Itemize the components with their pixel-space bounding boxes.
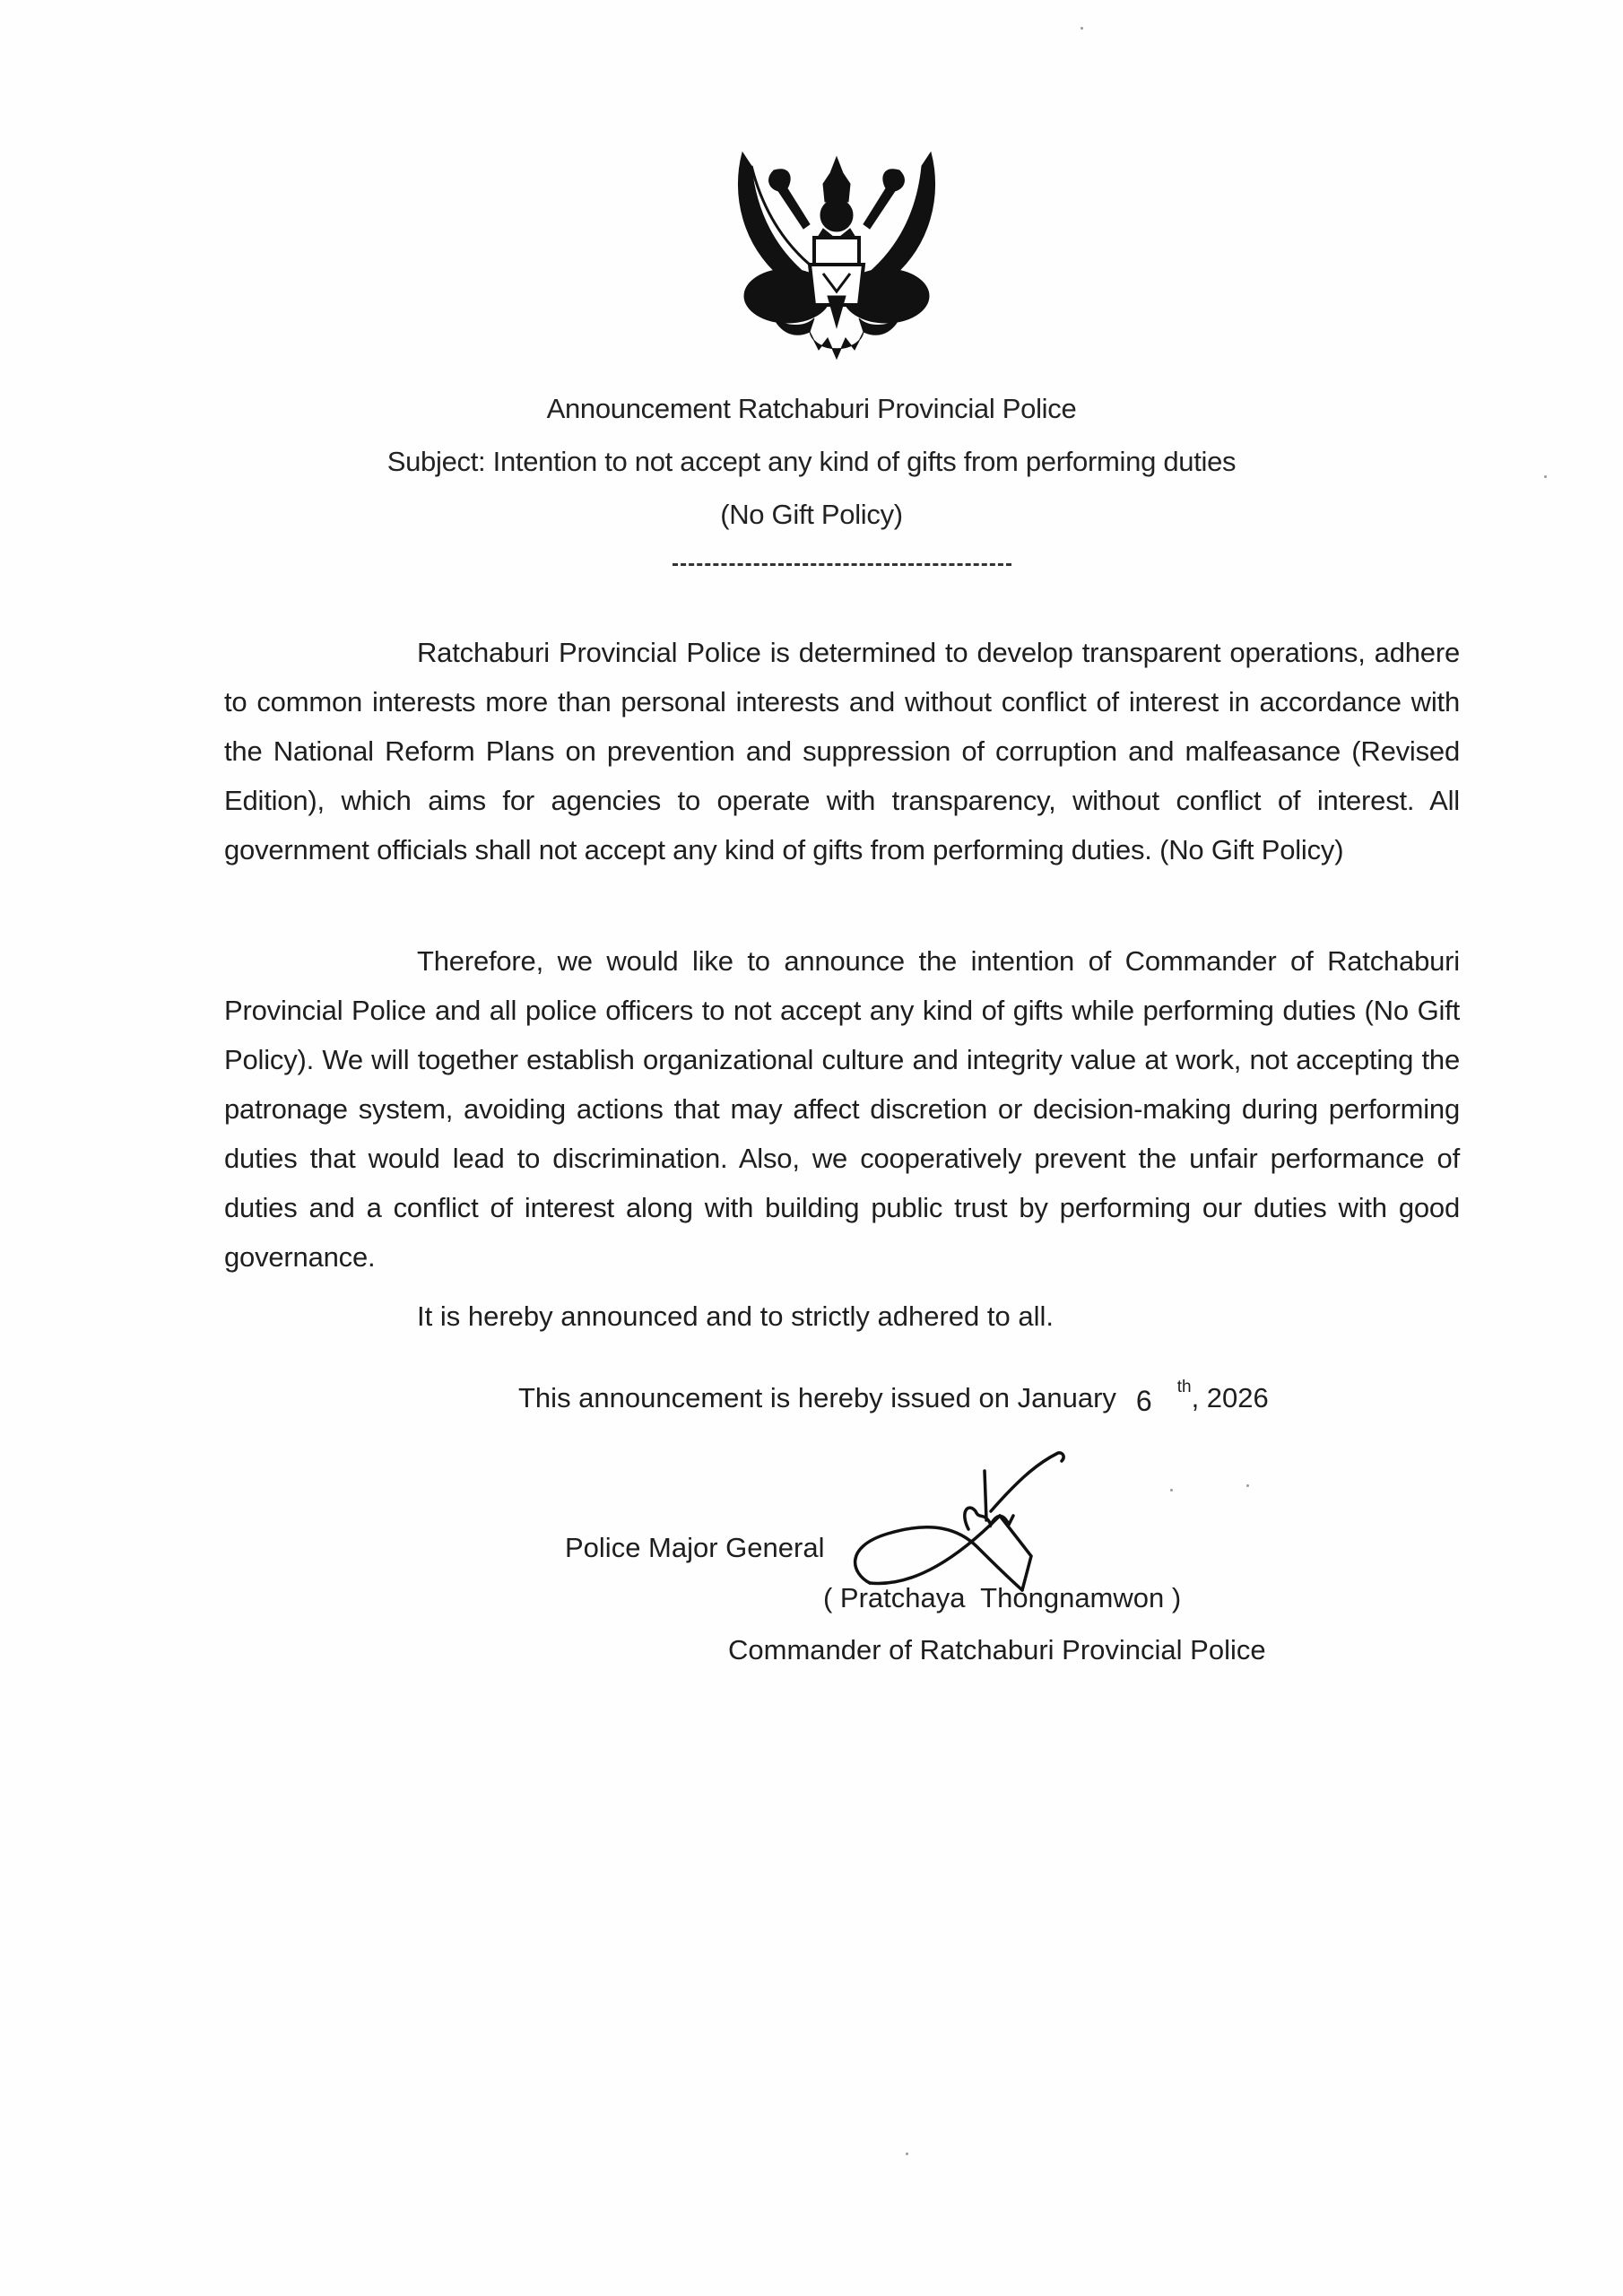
closing-statement: It is hereby announced and to strictly adhered to all. bbox=[417, 1300, 1054, 1332]
scan-speck bbox=[1081, 27, 1083, 30]
policy-name: (No Gift Policy) bbox=[720, 499, 903, 530]
signatory-title: Commander of Ratchaburi Provincial Police bbox=[728, 1634, 1266, 1665]
scan-speck bbox=[1246, 1484, 1249, 1487]
issue-date-day: 6 bbox=[1135, 1385, 1152, 1417]
scan-speck bbox=[1544, 475, 1547, 478]
scan-speck bbox=[906, 2152, 908, 2155]
body-paragraph-2 bbox=[224, 936, 1460, 1282]
garuda-emblem-icon bbox=[725, 139, 949, 368]
signatory-name: ( Pratchaya Thongnamwon ) bbox=[823, 1582, 1182, 1613]
paragraph-text: Ratchaburi Provincial Police is determined to develop transparent operations, adhere to common interests more than personal interests and without conflict of interest in accordance with the National Reform Plans on prevention and suppression of corruption and malfeasance (Revised Edition), which aims for agencies to operate with transparency, without conflict of interest. All government officials shall not accept any kind of gifts from performing duties. (No Gift Policy) bbox=[224, 637, 1460, 865]
announcement-subject: Subject: Intention to not accept any kind of gifts from performing duties bbox=[386, 446, 1237, 477]
body-paragraph-1 bbox=[224, 628, 1460, 874]
scan-speck bbox=[1170, 1489, 1173, 1492]
issue-date-suffix: th bbox=[1176, 1377, 1192, 1396]
issue-date-year: , 2026 bbox=[1191, 1382, 1269, 1413]
announcement-title: Announcement Ratchaburi Provincial Police bbox=[546, 393, 1077, 424]
issue-date bbox=[518, 1377, 1269, 1417]
header-separator bbox=[673, 563, 1011, 566]
issue-date-prefix: This announcement is hereby issued on January bbox=[518, 1382, 1116, 1413]
signature-icon bbox=[834, 1439, 1094, 1601]
paragraph-text: Therefore, we would like to announce the intention of Commander of Ratchaburi Provincial Police and all police officers to not accept any kind of gifts while performing duties (No Gift Policy). We will together establish organizational culture and integrity value at work, not accepting the patronage system, avoiding actions that may affect discretion or decision-making during performing duties that would lead to discrimination. Also, we cooperatively prevent the unfair performance of duties and a conflict of interest along with building public trust by performing our duties with good governance. bbox=[224, 945, 1460, 1273]
signatory-rank: Police Major General bbox=[565, 1532, 825, 1563]
